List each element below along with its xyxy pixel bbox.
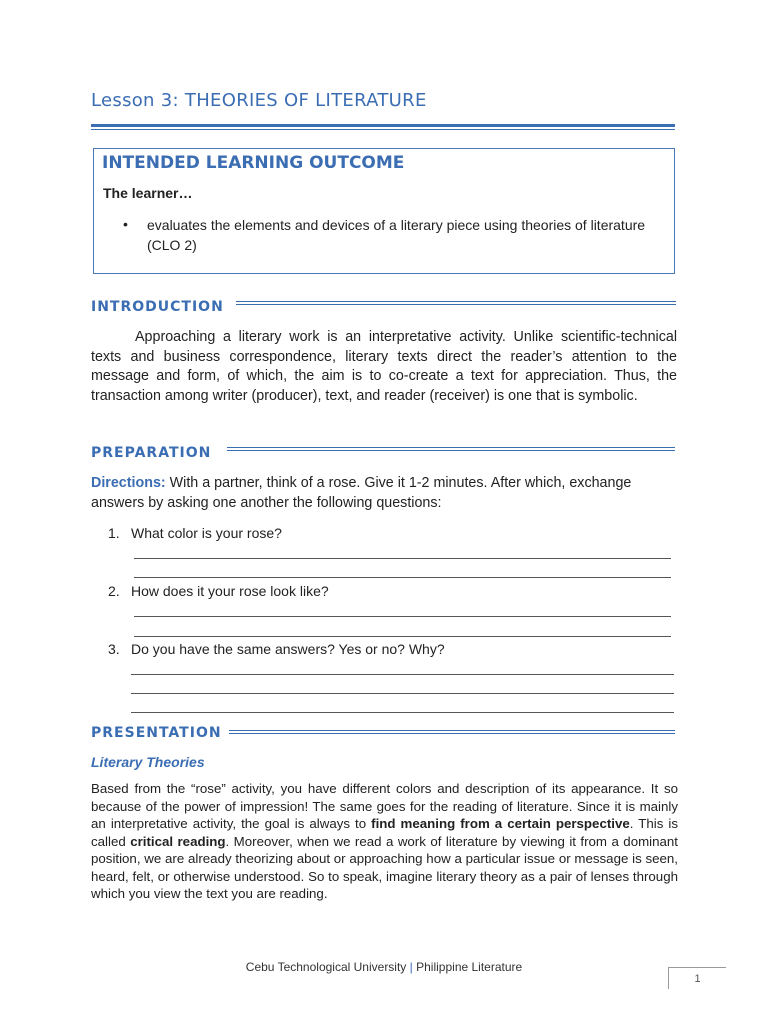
footer-course: Philippine Literature: [416, 960, 523, 974]
introduction-heading: INTRODUCTION: [91, 299, 224, 315]
introduction-text: Approaching a literary work is an interpretative activity. Unlike scientific-technical texts and business correspondence, literary texts direct the reader’s attention to the message and form, of which, the aim is to co-create a text for appreciation. Thus, the transaction among writer (producer), text, and reader (receiver) is one that is symbolic.: [91, 329, 677, 404]
question-text: Do you have the same answers? Yes or no? Why?: [131, 641, 445, 657]
presentation-rule: [229, 730, 675, 734]
learner-label: The learner…: [103, 185, 193, 201]
question-number: 3.: [108, 641, 120, 657]
answer-line[interactable]: [131, 674, 674, 675]
outcome-heading: INTENDED LEARNING OUTCOME: [102, 153, 405, 173]
page-number: 1: [668, 967, 726, 989]
preparation-heading: PREPARATION: [91, 445, 212, 461]
outcome-bullet: evaluates the elements and devices of a literary piece using theories of literature (CLO 2): [147, 217, 646, 253]
answer-line[interactable]: [131, 712, 674, 713]
answer-line[interactable]: [134, 616, 671, 617]
preparation-rule: [227, 447, 675, 451]
presentation-heading: PRESENTATION: [91, 725, 222, 741]
answer-line[interactable]: [134, 636, 671, 637]
question-text: What color is your rose?: [131, 525, 282, 541]
footer-university: Cebu Technological University: [245, 960, 407, 974]
answer-line[interactable]: [134, 577, 671, 578]
footer-separator: |: [409, 960, 413, 974]
answer-line[interactable]: [134, 558, 671, 559]
question-text: How does it your rose look like?: [131, 583, 329, 599]
bullet-icon: •: [123, 216, 128, 232]
directions-label: Directions:: [91, 475, 166, 491]
literary-theories-subheading: Literary Theories: [91, 754, 205, 770]
title-divider: [91, 124, 675, 130]
presentation-text: Based from the “rose” activity, you have different colors and description of its appearance. It so because of the power of impression! The same goes for the reading of literature. Since it is mainly an interpretative activity, the goal is always to find meaning from a certain perspective. This is called critical reading. Moreover, when we read a work of literature by viewing it from a dominant position, we are already theorizing about or approaching how a particular issue or message is seen, heard, felt, or otherwise understood. So to speak, imagine literary theory as a pair of lenses through which you view the text you are reading.: [91, 781, 678, 901]
introduction-rule: [236, 301, 676, 305]
footer: [0, 960, 768, 974]
question-number: 2.: [108, 583, 120, 599]
directions-text: Directions: With a partner, think of a rose. Give it 1-2 minutes. After which, exchange answers by asking one another the following questions:: [91, 475, 632, 511]
question-number: 1.: [108, 525, 120, 541]
lesson-title: Lesson 3: THEORIES OF LITERATURE: [91, 90, 427, 111]
answer-line[interactable]: [131, 693, 674, 694]
